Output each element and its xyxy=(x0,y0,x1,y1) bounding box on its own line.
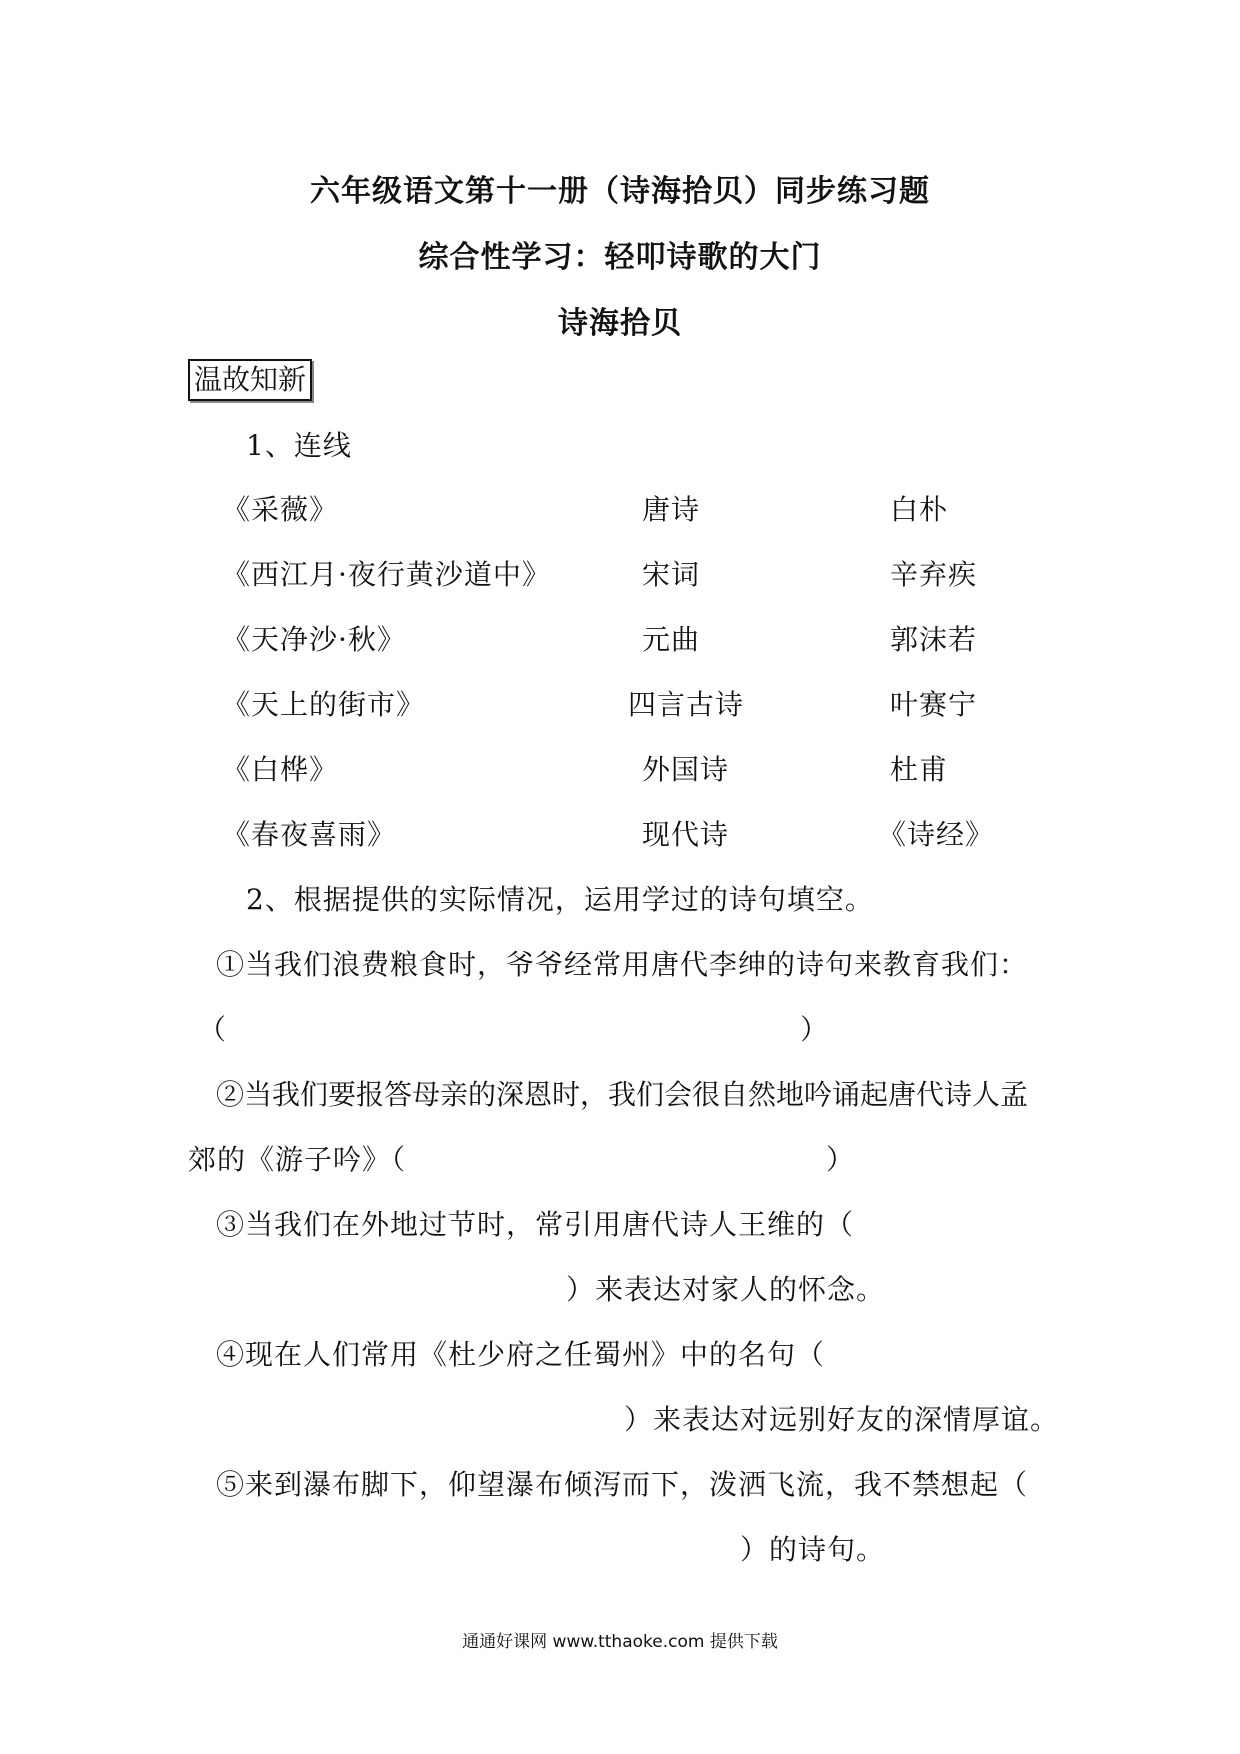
poem-title: 《西江月·夜行黄沙道中》 xyxy=(222,558,551,591)
question-2-item-3-cont: ）来表达对家人的怀念。 xyxy=(566,1273,886,1306)
poem-author: 叶赛宁 xyxy=(890,688,978,721)
poem-title: 《天净沙·秋》 xyxy=(222,623,406,656)
page-footer: 通通好课网 www.tthaoke.com 提供下载 xyxy=(462,1632,778,1652)
poem-title: 《春夜喜雨》 xyxy=(222,818,397,851)
question-2-item-3: ③当我们在外地过节时，常引用唐代诗人王维的（ xyxy=(216,1208,855,1241)
poem-genre: 唐诗 xyxy=(642,493,701,526)
document-subtitle: 综合性学习：轻叩诗歌的大门 xyxy=(418,240,822,275)
poem-genre: 外国诗 xyxy=(642,753,730,786)
question-2-item-1: ①当我们浪费粮食时，爷爷经常用唐代李绅的诗句来教育我们： xyxy=(216,948,1029,981)
poem-genre: 现代诗 xyxy=(642,818,730,851)
poem-author: 辛弃疾 xyxy=(890,558,978,591)
question-2-item-4: ④现在人们常用《杜少府之任蜀州》中的名句（ xyxy=(216,1338,826,1371)
poem-title: 《采薇》 xyxy=(222,493,339,526)
answer-blank-close: ） xyxy=(800,1013,830,1046)
question-2-item-2-cont: 郊的《游子吟》（ xyxy=(188,1143,407,1176)
poem-title: 《白桦》 xyxy=(222,753,339,786)
poem-author: 白朴 xyxy=(890,493,949,526)
poem-title: 《天上的街市》 xyxy=(222,688,426,721)
poem-author: 《诗经》 xyxy=(878,818,995,851)
lesson-title: 诗海拾贝 xyxy=(558,306,682,341)
section-label-box: 温故知新 xyxy=(188,359,312,401)
poem-genre: 元曲 xyxy=(642,623,701,656)
poem-author: 杜甫 xyxy=(890,753,949,786)
question-2-item-5: ⑤来到瀑布脚下，仰望瀑布倾泻而下，泼洒飞流，我不禁想起（ xyxy=(216,1468,1029,1501)
question-2-heading: 2、根据提供的实际情况，运用学过的诗句填空。 xyxy=(246,883,874,916)
question-2-item-2: ②当我们要报答母亲的深恩时，我们会很自然地吟诵起唐代诗人孟 xyxy=(216,1078,1029,1111)
question-2-item-5-cont: ）的诗句。 xyxy=(740,1533,886,1566)
question-1-heading: 1、连线 xyxy=(246,429,352,462)
question-2-item-4-cont: ）来表达对远别好友的深情厚谊。 xyxy=(624,1403,1060,1436)
answer-blank-close: ） xyxy=(826,1143,856,1176)
answer-blank-open: （ xyxy=(198,1013,228,1046)
document-title: 六年级语文第十一册（诗海拾贝）同步练习题 xyxy=(310,174,930,209)
poem-genre: 宋词 xyxy=(642,558,701,591)
poem-genre: 四言古诗 xyxy=(628,688,745,721)
poem-author: 郭沫若 xyxy=(890,623,978,656)
